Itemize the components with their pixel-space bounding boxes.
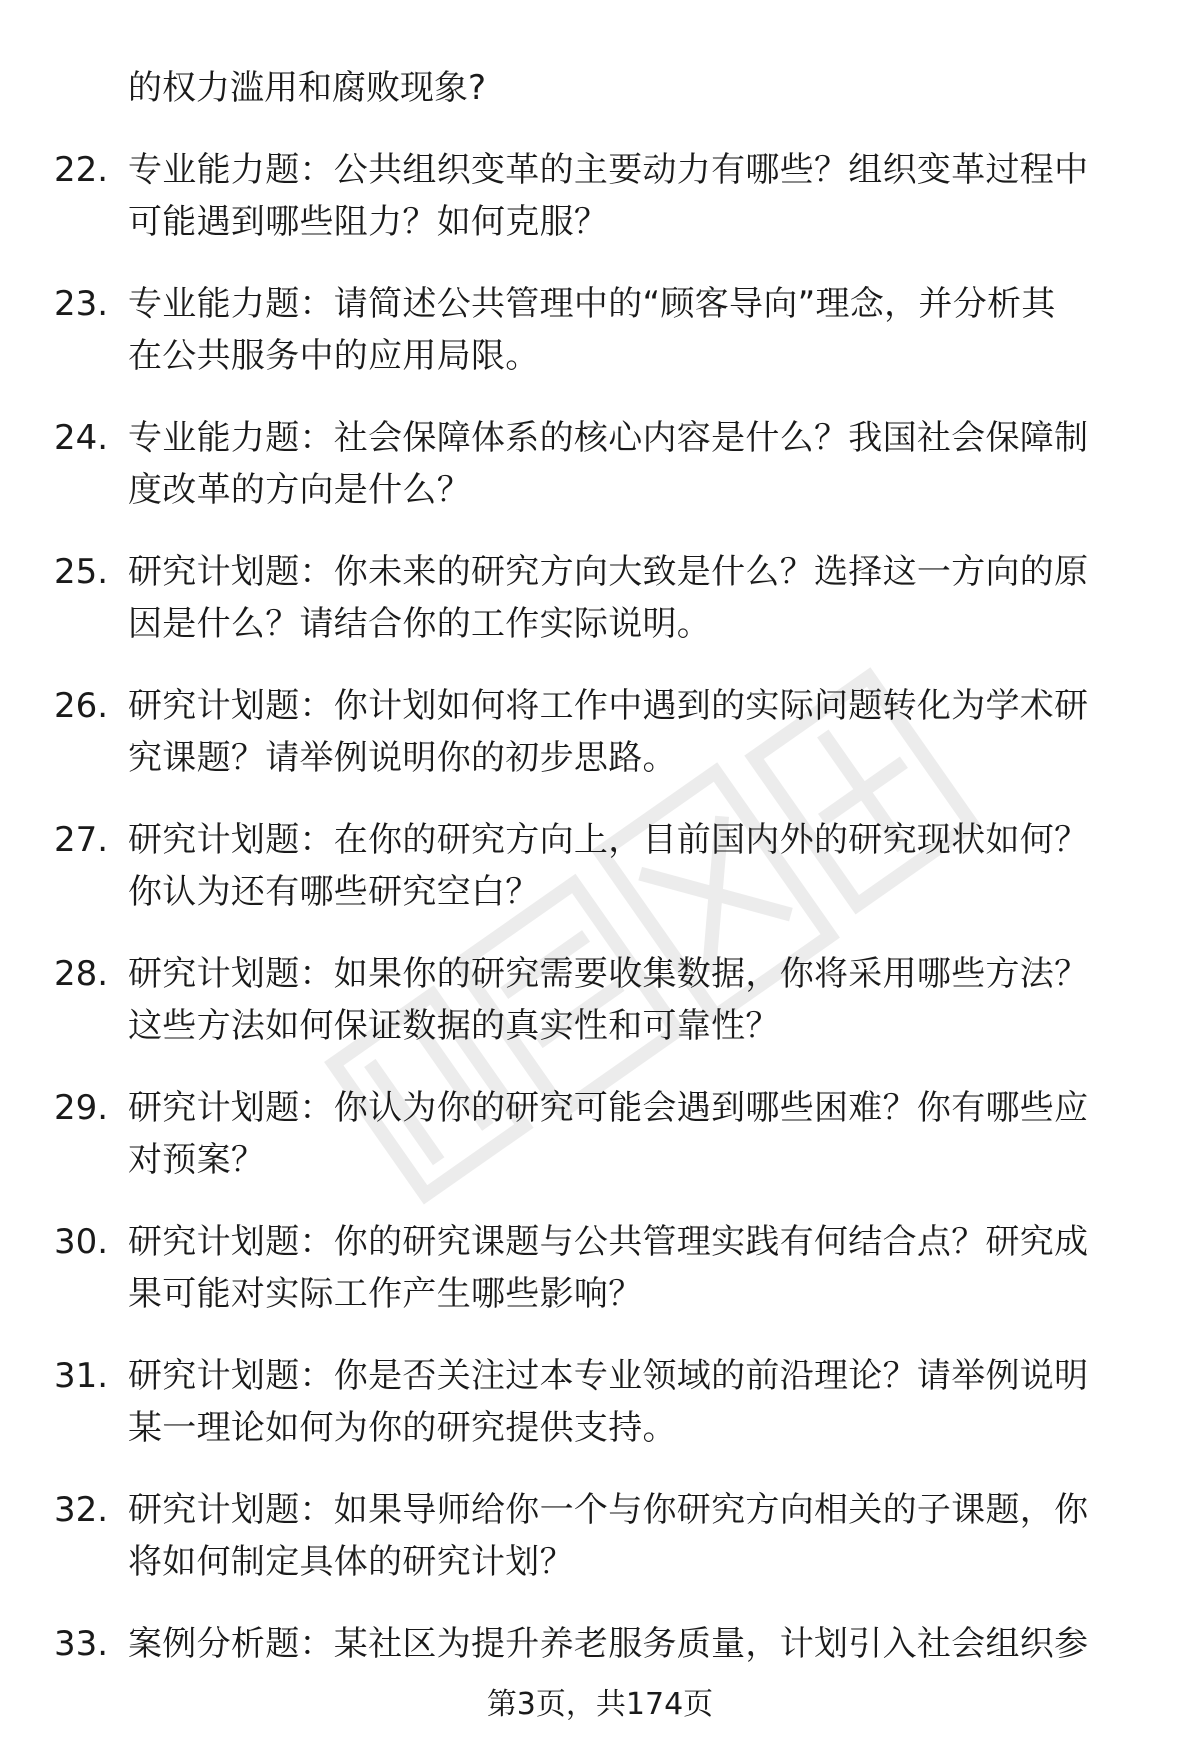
list-item [0, 1484, 1200, 1618]
item-text-line: 案例分析题：某社区为提升养老服务质量，计划引入社会组织参 [128, 1624, 1089, 1664]
item-number: 30. [54, 1222, 109, 1262]
item-text-line: 你认为还有哪些研究空白？ [128, 872, 540, 912]
item-number: 26. [54, 686, 109, 726]
item-text-line: 专业能力题：社会保障体系的核心内容是什么？我国社会保障制 [128, 418, 1089, 458]
list-item [0, 1216, 1200, 1350]
item-number: 29. [54, 1088, 109, 1128]
item-text [128, 814, 1138, 918]
item-text-line: 研究计划题：你计划如何将工作中遇到的实际问题转化为学术研 [128, 686, 1089, 726]
list-item [0, 948, 1200, 1082]
item-text [128, 278, 1138, 382]
list-item [0, 546, 1200, 680]
item-text-line: 研究计划题：你是否关注过本专业领域的前沿理论？请举例说明 [128, 1356, 1089, 1396]
item-text-line: 在公共服务中的应用局限。 [128, 336, 540, 376]
item-number: 24. [54, 418, 109, 458]
item-text [128, 680, 1138, 784]
item-text-line: 研究计划题：你未来的研究方向大致是什么？选择这一方向的原 [128, 552, 1089, 592]
list-item [0, 144, 1200, 278]
item-text [128, 1216, 1138, 1320]
question-list [0, 144, 1200, 1752]
item-text [128, 1484, 1138, 1588]
item-text-line: 对预案？ [128, 1140, 266, 1180]
item-text [128, 1350, 1138, 1454]
page-footer: 第3页，共174页 [486, 1687, 714, 1722]
item-text [128, 144, 1138, 248]
item-number: 31. [54, 1356, 109, 1396]
item-text-line: 研究计划题：你的研究课题与公共管理实践有何结合点？研究成 [128, 1222, 1089, 1262]
item-text-line: 专业能力题：公共组织变革的主要动力有哪些？组织变革过程中 [128, 150, 1089, 190]
item-text-line: 研究计划题：在你的研究方向上，目前国内外的研究现状如何？ [128, 820, 1089, 860]
item-text-line: 将如何制定具体的研究计划？ [128, 1542, 574, 1582]
item-number: 22. [54, 150, 109, 190]
list-item [0, 814, 1200, 948]
item-number: 27. [54, 820, 109, 860]
list-item [0, 1082, 1200, 1216]
list-item [0, 278, 1200, 412]
item-text-line: 可能遇到哪些阻力？如何克服？ [128, 202, 609, 242]
list-item [0, 412, 1200, 546]
item-text [128, 412, 1138, 516]
item-number: 33. [54, 1624, 109, 1664]
item-text [128, 1082, 1138, 1186]
item-text [128, 948, 1138, 1052]
item-text [128, 546, 1138, 650]
item-text-line: 果可能对实际工作产生哪些影响？ [128, 1274, 643, 1314]
item-number: 28. [54, 954, 109, 994]
item-number: 32. [54, 1490, 109, 1530]
item-text-line: 研究计划题：如果导师给你一个与你研究方向相关的子课题，你 [128, 1490, 1089, 1530]
item-text-line: 研究计划题：你认为你的研究可能会遇到哪些困难？你有哪些应 [128, 1088, 1089, 1128]
item-text-line: 究课题？请举例说明你的初步思路。 [128, 738, 677, 778]
item-text [128, 1618, 1138, 1670]
list-item [0, 1350, 1200, 1484]
item-number: 23. [54, 284, 109, 324]
item-number: 25. [54, 552, 109, 592]
item-text-line: 这些方法如何保证数据的真实性和可靠性？ [128, 1006, 780, 1046]
item-text-line: 度改革的方向是什么？ [128, 470, 471, 510]
continuation-text: 的权力滥用和腐败现象? [128, 68, 487, 108]
item-text-line: 某一理论如何为你的研究提供支持。 [128, 1408, 677, 1448]
list-item [0, 680, 1200, 814]
item-text-line: 研究计划题：如果你的研究需要收集数据，你将采用哪些方法？ [128, 954, 1089, 994]
item-text-line: 因是什么？请结合你的工作实际说明。 [128, 604, 712, 644]
item-text-line: 专业能力题：请简述公共管理中的“顾客导向”理念，并分析其 [128, 284, 1056, 324]
